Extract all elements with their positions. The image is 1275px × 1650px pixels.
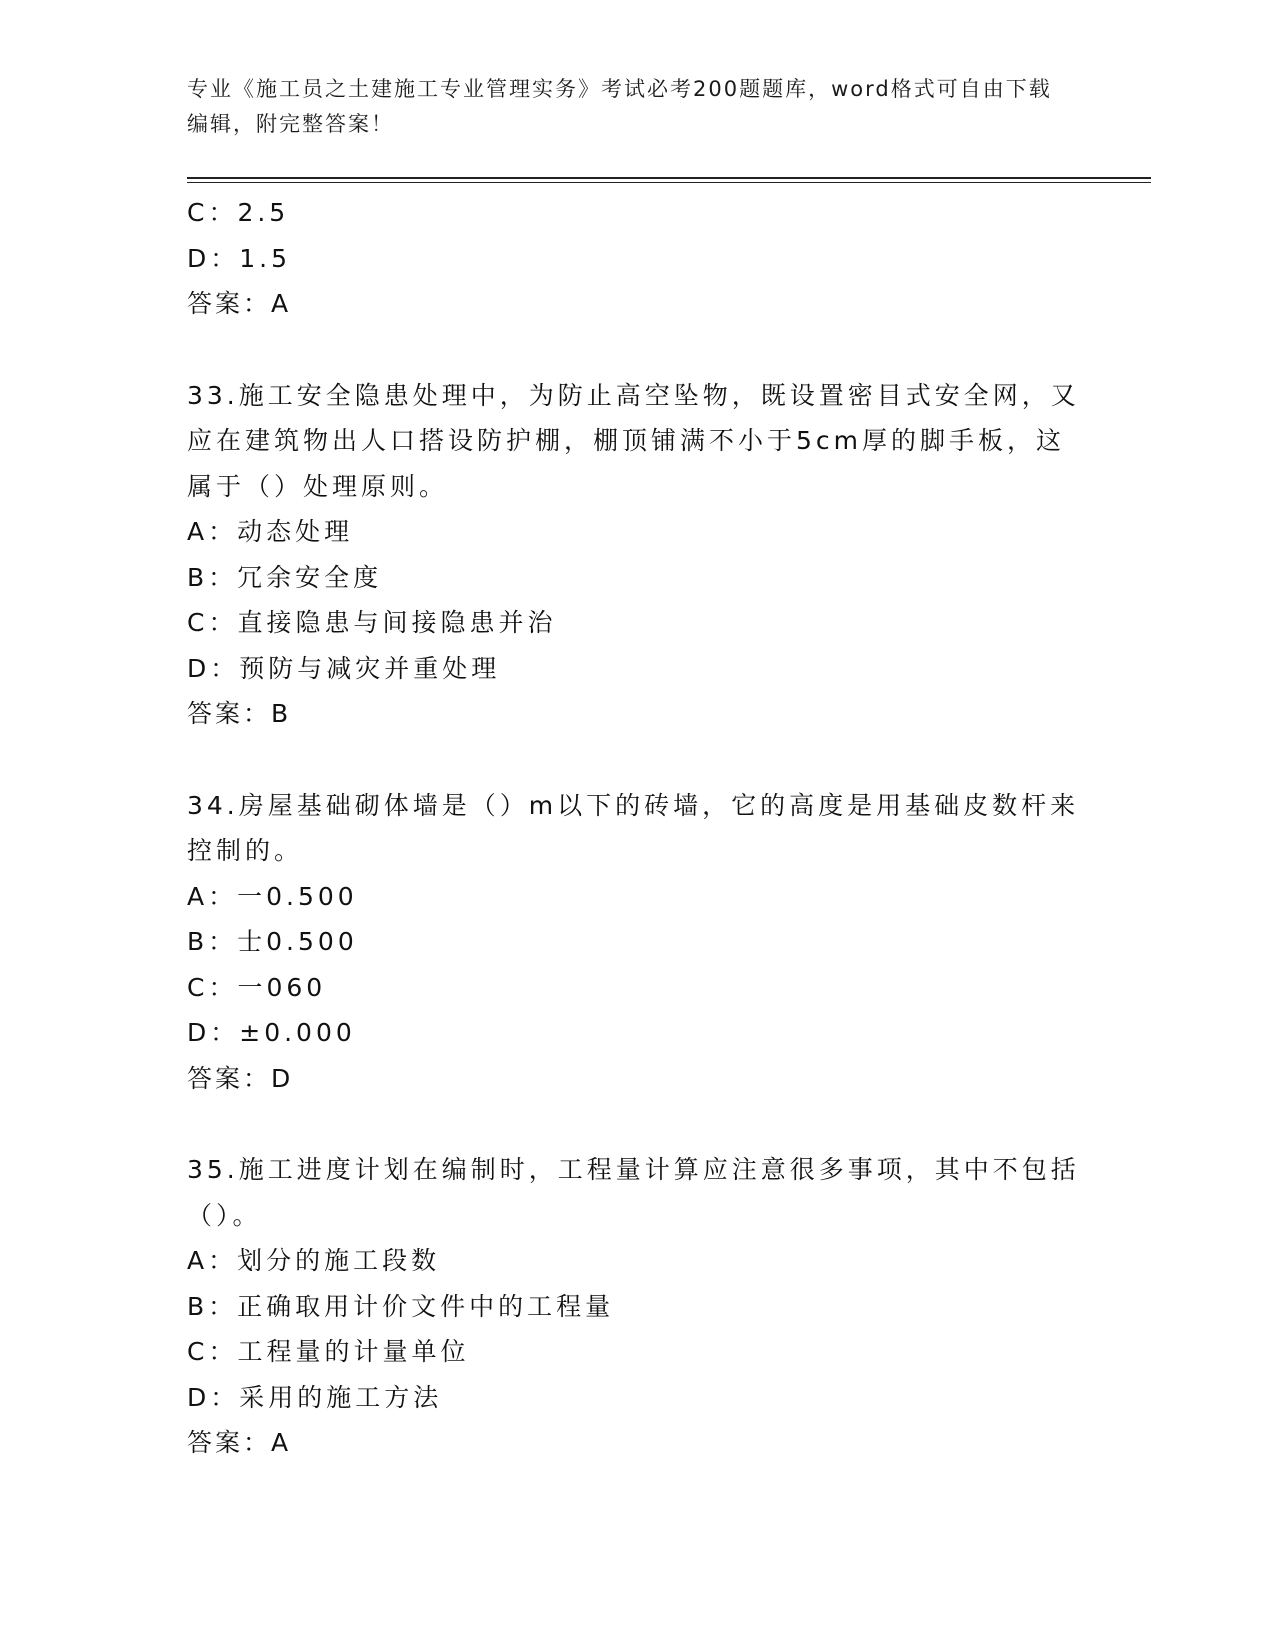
answer-line: 答案：A (187, 289, 292, 318)
option-d: D：预防与减灾并重处理 (187, 653, 501, 683)
header-divider-thin (187, 182, 1151, 183)
option-c: C：直接隐患与间接隐患并治 (187, 608, 557, 637)
option-c: C：工程量的计量单位 (187, 1337, 470, 1366)
header-divider (187, 177, 1151, 179)
option-b: B：冗余安全度 (187, 562, 383, 592)
question-stem: 34.房屋基础砌体墙是（）m以下的砖墙，它的高度是用基础皮数杆来控制的。 (187, 790, 1080, 865)
option-a: A：动态处理 (187, 517, 354, 546)
option-b: B：正确取用计价文件中的工程量 (187, 1291, 615, 1321)
option-a: A：一0.500 (187, 881, 358, 911)
question-stem: 33.施工安全隐患处理中，为防止高空坠物，既设置密目式安全网，又应在建筑物出人口搭设防护棚，棚顶铺满不小于5cm厚的脚手板，这属于（）处理原则。 (187, 380, 1080, 501)
document-body (187, 190, 1087, 1466)
option-c: C：一060 (187, 972, 327, 1002)
option-c: C：2.5 (187, 198, 290, 227)
page-header: 专业《施工员之土建施工专业管理实务》考试必考200题题库，word格式可自由下载编辑，附完整答案！ (187, 77, 1052, 136)
answer-line: 答案：A (187, 1428, 292, 1457)
previous-question-tail (187, 190, 1087, 327)
answer-line: 答案：D (187, 1063, 294, 1093)
question-34 (187, 783, 1087, 1102)
answer-line: 答案：B (187, 699, 292, 728)
option-b: B：士0.500 (187, 927, 358, 956)
option-d: D：±0.000 (187, 1018, 356, 1047)
question-35 (187, 1147, 1087, 1466)
question-33 (187, 373, 1087, 737)
option-d: D：1.5 (187, 243, 292, 273)
option-a: A：划分的施工段数 (187, 1246, 441, 1275)
option-d: D：采用的施工方法 (187, 1382, 443, 1412)
question-stem: 35.施工进度计划在编制时，工程量计算应注意很多事项，其中不包括（）。 (187, 1155, 1080, 1230)
